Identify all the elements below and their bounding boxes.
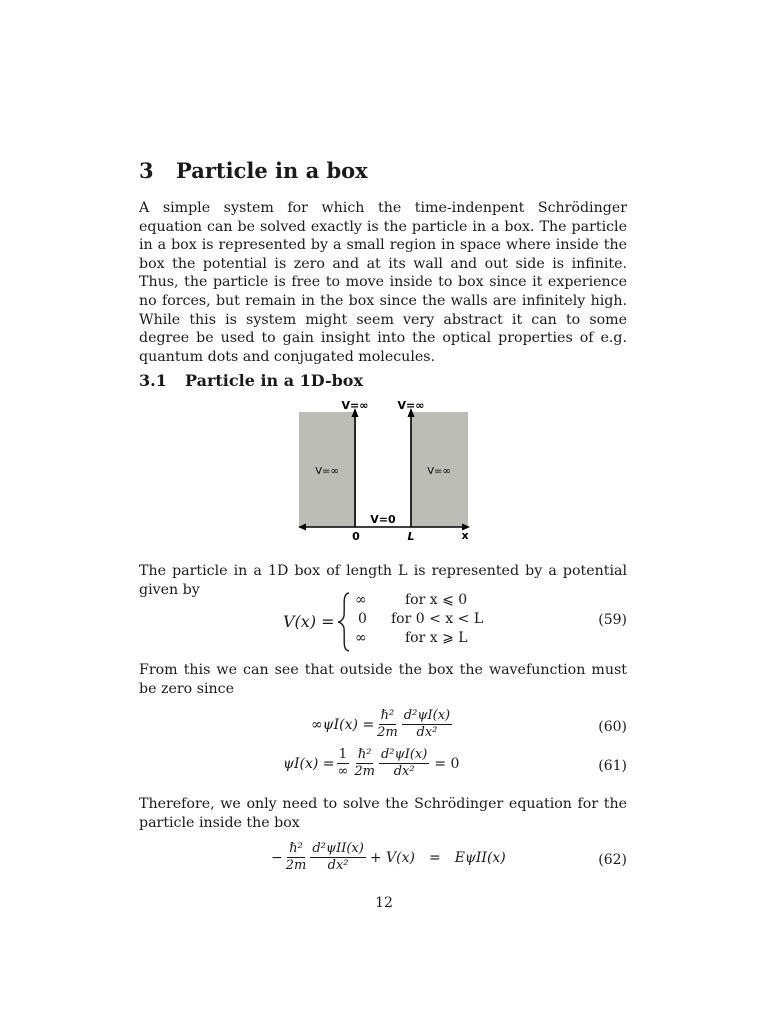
eq62-plus-v: + V(x) — [369, 849, 415, 866]
x-axis-label: x — [461, 529, 469, 542]
eq60-frac2-num: d²ψI(x) — [403, 708, 451, 723]
eq61-lhs: ψI(x) = — [283, 755, 335, 772]
left-region-label: V=∞ — [315, 466, 339, 477]
inside-paragraph: Therefore, we only need to solve the Schrödinger equation for the particle inside the box — [139, 796, 627, 831]
eq60-row — [311, 708, 453, 741]
eq59-case2-cond: for 0 < x < L — [391, 611, 484, 627]
eq62-frac2 — [310, 841, 365, 874]
eq61-frac1-num: 1 — [338, 747, 348, 762]
eq61-number: (61) — [598, 758, 627, 774]
eq60-number: (60) — [598, 719, 627, 735]
origin-label: 0 — [352, 530, 360, 543]
eq60-frac1 — [375, 708, 400, 741]
eq59-case2-value: 0 — [358, 611, 367, 627]
box-potential-figure — [290, 396, 480, 544]
eq62-frac1-den: 2m — [285, 858, 307, 873]
intro-paragraph: A simple system for which the time-indenpent Schrödinger equation can be solved exactly is the particle in a box. The particle in a box is represented by a small region in space where inside the box the potential is zero and at its wall and out side is infinite. Thus, the particle is free to move inside to box since it experience no forces, but remain in the box since the walls are infinitely high. While this is system might seem very abstract it can to some degree be used to gain insight into the optical properties of e.g. quantum dots and conjugated molecules. — [139, 200, 627, 365]
eq59-lhs: V(x) = — [283, 612, 335, 631]
potential-paragraph: The particle in a 1D box of length L is represented by a potential given by — [139, 563, 627, 598]
eq59-case3-value: ∞ — [355, 630, 367, 646]
outside-paragraph: From this we can see that outside the box the wavefunction must be zero since — [139, 662, 627, 697]
section-title: Particle in a box — [176, 158, 368, 183]
eq61-frac2-den: 2m — [354, 764, 375, 779]
eq59-lhs-row — [283, 612, 335, 631]
eq62-frac2-den: dx² — [327, 858, 349, 873]
eq62-rhs: EψII(x) — [454, 849, 506, 866]
eq59-brace — [337, 592, 351, 652]
eq61-frac3-num: d²ψI(x) — [380, 747, 428, 762]
subsection-heading — [139, 371, 363, 390]
eq61-frac3 — [379, 747, 429, 780]
eq60-frac1-num: ℏ² — [380, 708, 395, 723]
eq62-frac1 — [284, 841, 309, 874]
top-left-label: V=∞ — [341, 399, 369, 412]
eq62-equals: = — [428, 849, 441, 866]
eq59-case1-cond: for x ⩽ 0 — [405, 592, 468, 608]
eq62-number: (62) — [598, 852, 627, 868]
section-heading — [139, 158, 368, 183]
eq60-lhs: ∞ψI(x) = — [311, 716, 375, 733]
eq61-frac3-den: dx² — [393, 764, 415, 779]
eq62-minus: − — [271, 849, 283, 866]
section-number: 3 — [139, 158, 154, 183]
eq60-frac2-den: dx² — [416, 725, 438, 740]
top-right-label: V=∞ — [397, 399, 425, 412]
eq61-frac2-num: ℏ² — [357, 747, 372, 762]
page-number: 12 — [375, 895, 393, 911]
eq62-row — [271, 841, 506, 874]
eq61-rhs: = 0 — [434, 755, 460, 772]
box-interior-label: V=0 — [370, 513, 396, 526]
eq62-frac2-num: d²ψII(x) — [312, 841, 364, 856]
eq61-row — [283, 747, 459, 780]
eq59-case3-cond: for x ⩾ L — [405, 630, 468, 646]
eq61-frac2 — [352, 747, 377, 780]
right-region-label: V=∞ — [427, 466, 451, 477]
eq60-frac2 — [402, 708, 452, 741]
length-label: L — [407, 530, 415, 543]
eq62-frac1-num: ℏ² — [289, 841, 303, 856]
eq61-frac1 — [336, 747, 351, 780]
eq60-frac1-den: 2m — [377, 725, 398, 740]
subsection-number: 3.1 — [139, 371, 167, 390]
subsection-title: Particle in a 1D-box — [185, 371, 363, 390]
eq61-frac1-den: ∞ — [337, 764, 349, 779]
eq59-number: (59) — [598, 612, 627, 628]
eq59-case1-value: ∞ — [355, 592, 367, 608]
